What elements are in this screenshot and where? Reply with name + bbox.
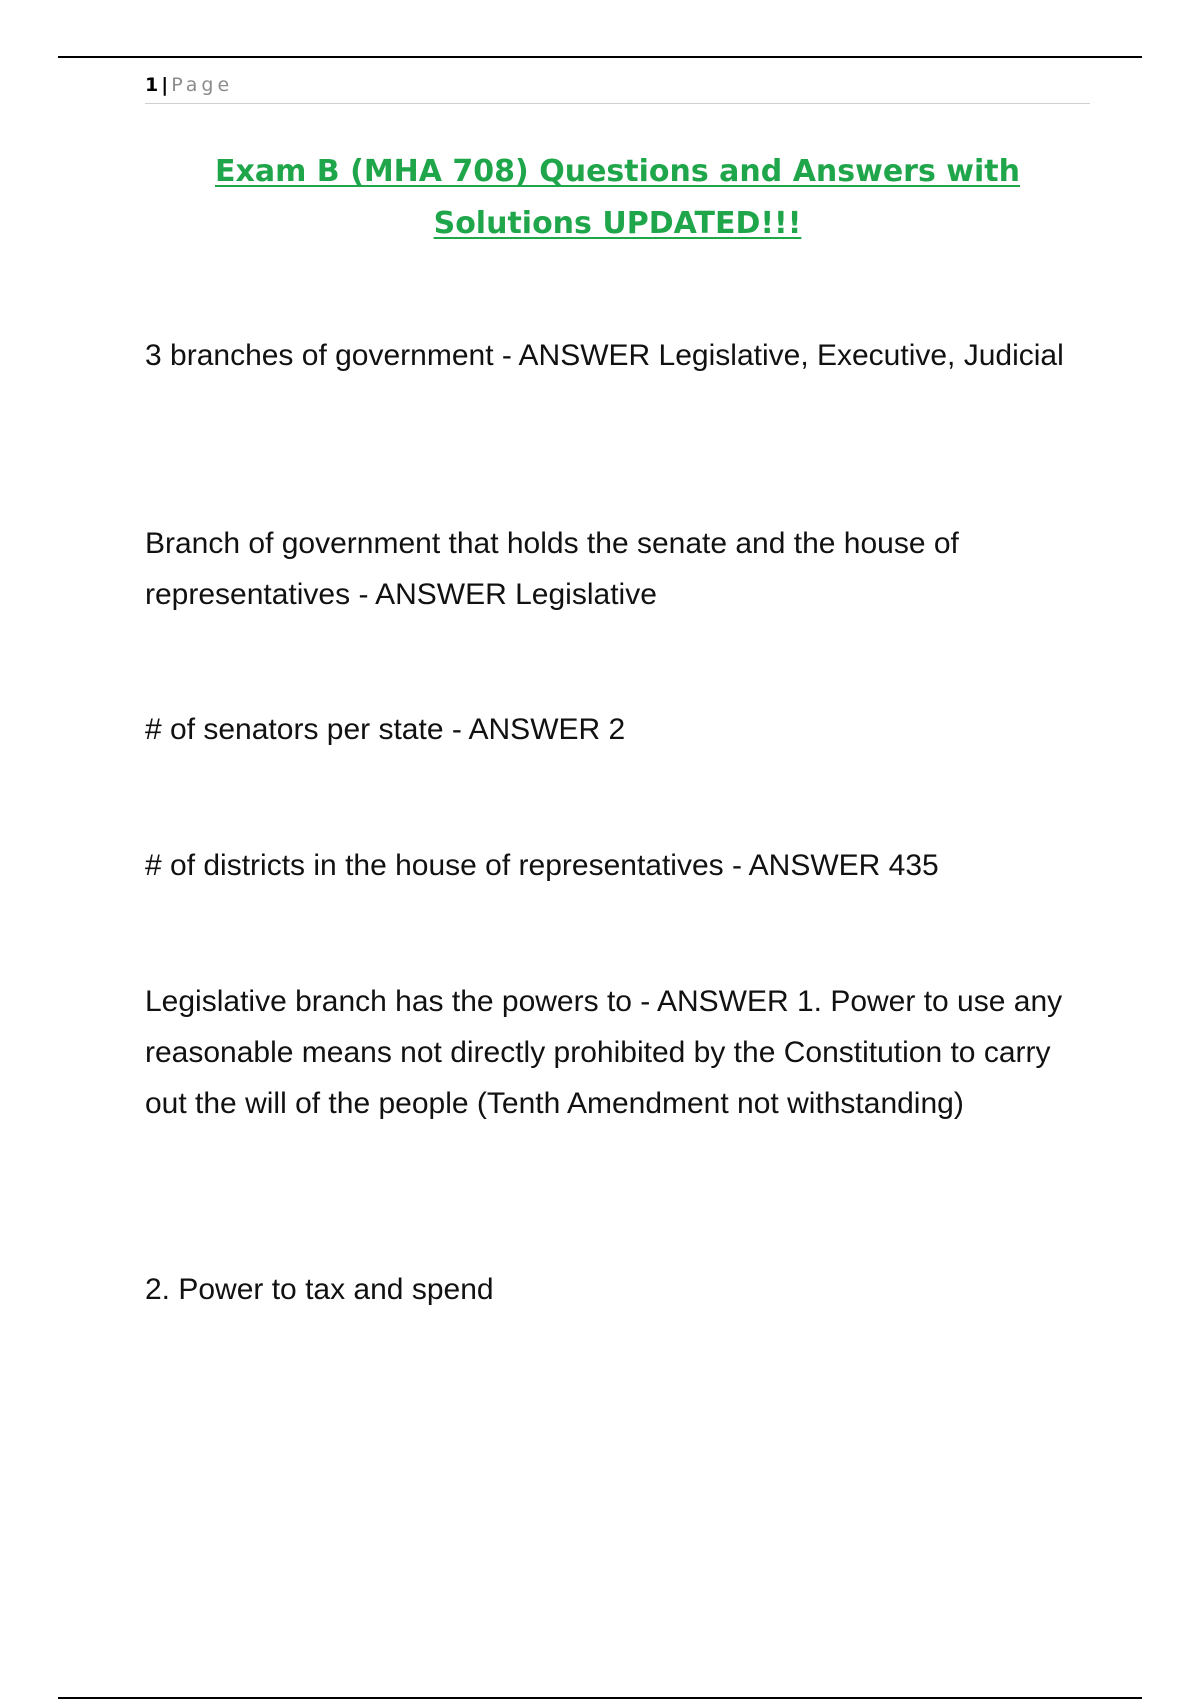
page-separator: | [161, 74, 169, 96]
page-number: 1 [145, 74, 159, 96]
qa-entry-branches: 3 branches of government - ANSWER Legislative, Executive, Judicial [145, 339, 1064, 372]
qa-entry-tax-spend: 2. Power to tax and spend [145, 1273, 494, 1306]
document-title-line-1: Exam B (MHA 708) Questions and Answers with [215, 154, 1020, 189]
qa-entry-legislative-powers: Legislative branch has the powers to - ANSWER 1. Power to use any reasonable means not directly prohibited by the Constitution to carry out the will of the people (Tenth Amendment not withstanding) [145, 985, 1063, 1120]
document-title-line-2: Solutions UPDATED!!! [433, 206, 802, 241]
page-label: Page [171, 74, 234, 96]
qa-entry-senate-house: Branch of government that holds the senate and the house of representatives - ANSWER Legislative [145, 527, 959, 611]
top-rule [58, 56, 1142, 58]
bottom-rule [58, 1697, 1142, 1699]
page-header [145, 72, 1090, 104]
qa-entry-districts: # of districts in the house of representatives - ANSWER 435 [145, 849, 939, 882]
document-title [145, 146, 1090, 250]
qa-entry-senators: # of senators per state - ANSWER 2 [145, 713, 626, 746]
